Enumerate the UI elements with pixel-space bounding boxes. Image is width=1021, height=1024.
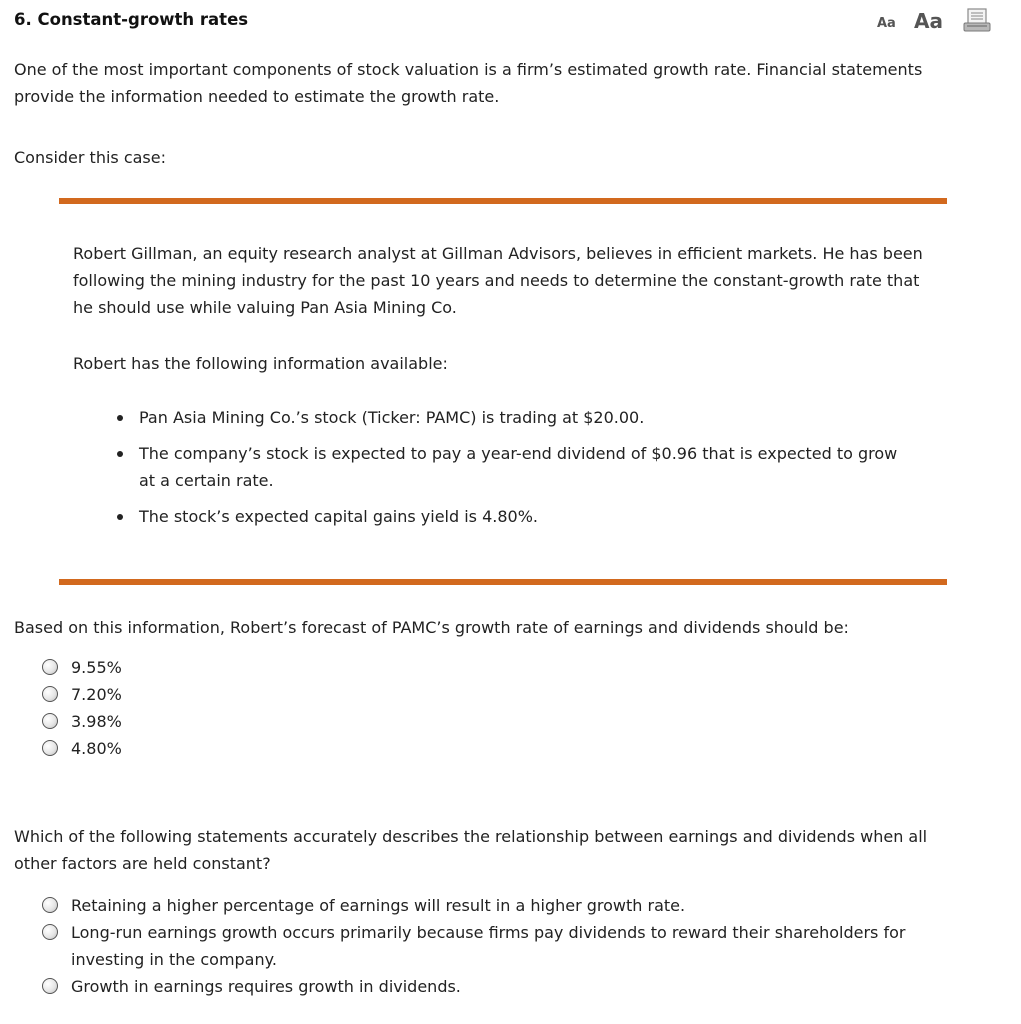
case-bullet-item [139,503,899,530]
consider-label: Consider this case: [14,148,166,167]
intro-paragraph: One of the most important components of stock valuation is a firm’s estimated growth rate. Financial statements provide the information needed to estimate the growth rate. [14,60,923,106]
option-label: Long-run earnings growth occurs primarily because firms pay dividends to reward their shareholders for investing in the company. [71,923,906,969]
case-available-label: Robert has the following information available: [73,354,448,373]
radio-button-icon[interactable] [42,897,58,913]
question-title: 6. Constant-growth rates [14,10,249,29]
question2-option[interactable] [40,973,970,1000]
question1-prompt: Based on this information, Robert’s forecast of PAMC’s growth rate of earnings and dividends should be: [14,618,849,637]
question1-option[interactable] [40,681,122,708]
option-label: 9.55% [71,658,122,677]
case-bullet-list [139,404,899,539]
question1-option[interactable] [40,735,122,762]
print-icon[interactable] [962,8,992,34]
text-size-small-button[interactable]: Aa [877,16,896,31]
question2-prompt: Which of the following statements accurately describes the relationship between earnings and dividends when all other factors are held constant? [14,827,928,873]
question2-options [40,892,970,1000]
radio-button-icon[interactable] [42,978,58,994]
option-label: Growth in earnings requires growth in dividends. [71,977,461,996]
case-bullet-text: Pan Asia Mining Co.’s stock (Ticker: PAMC) is trading at $20.00. [139,408,645,427]
bullet-dot-icon [117,514,123,520]
question1-option[interactable] [40,708,122,735]
radio-button-icon[interactable] [42,659,58,675]
radio-button-icon[interactable] [42,686,58,702]
radio-button-icon[interactable] [42,713,58,729]
question-header [14,10,1006,36]
option-label: Retaining a higher percentage of earnings will result in a higher growth rate. [71,896,686,915]
case-bullet-item [139,404,899,431]
option-label: 3.98% [71,712,122,731]
radio-button-icon[interactable] [42,924,58,940]
option-label: 7.20% [71,685,122,704]
bullet-dot-icon [117,451,123,457]
case-bullet-text: The company’s stock is expected to pay a year-end dividend of $0.96 that is expected to grow at a certain rate. [139,444,898,490]
option-label: 4.80% [71,739,122,758]
case-bullet-item [139,440,899,494]
question1-option[interactable] [40,654,122,681]
case-description: Robert Gillman, an equity research analyst at Gillman Advisors, believes in efficient markets. He has been following the mining industry for the past 10 years and needs to determine the constant-growth rate that he should use while valuing Pan Asia Mining Co. [73,244,923,317]
question1-options [40,654,122,762]
case-divider-top [59,198,947,204]
case-divider-bottom [59,579,947,585]
bullet-dot-icon [117,415,123,421]
question2-option[interactable] [40,892,970,919]
text-size-large-button[interactable]: Aa [914,9,943,33]
question2-option[interactable] [40,919,970,973]
radio-button-icon[interactable] [42,740,58,756]
case-bullet-text: The stock’s expected capital gains yield is 4.80%. [139,507,539,526]
